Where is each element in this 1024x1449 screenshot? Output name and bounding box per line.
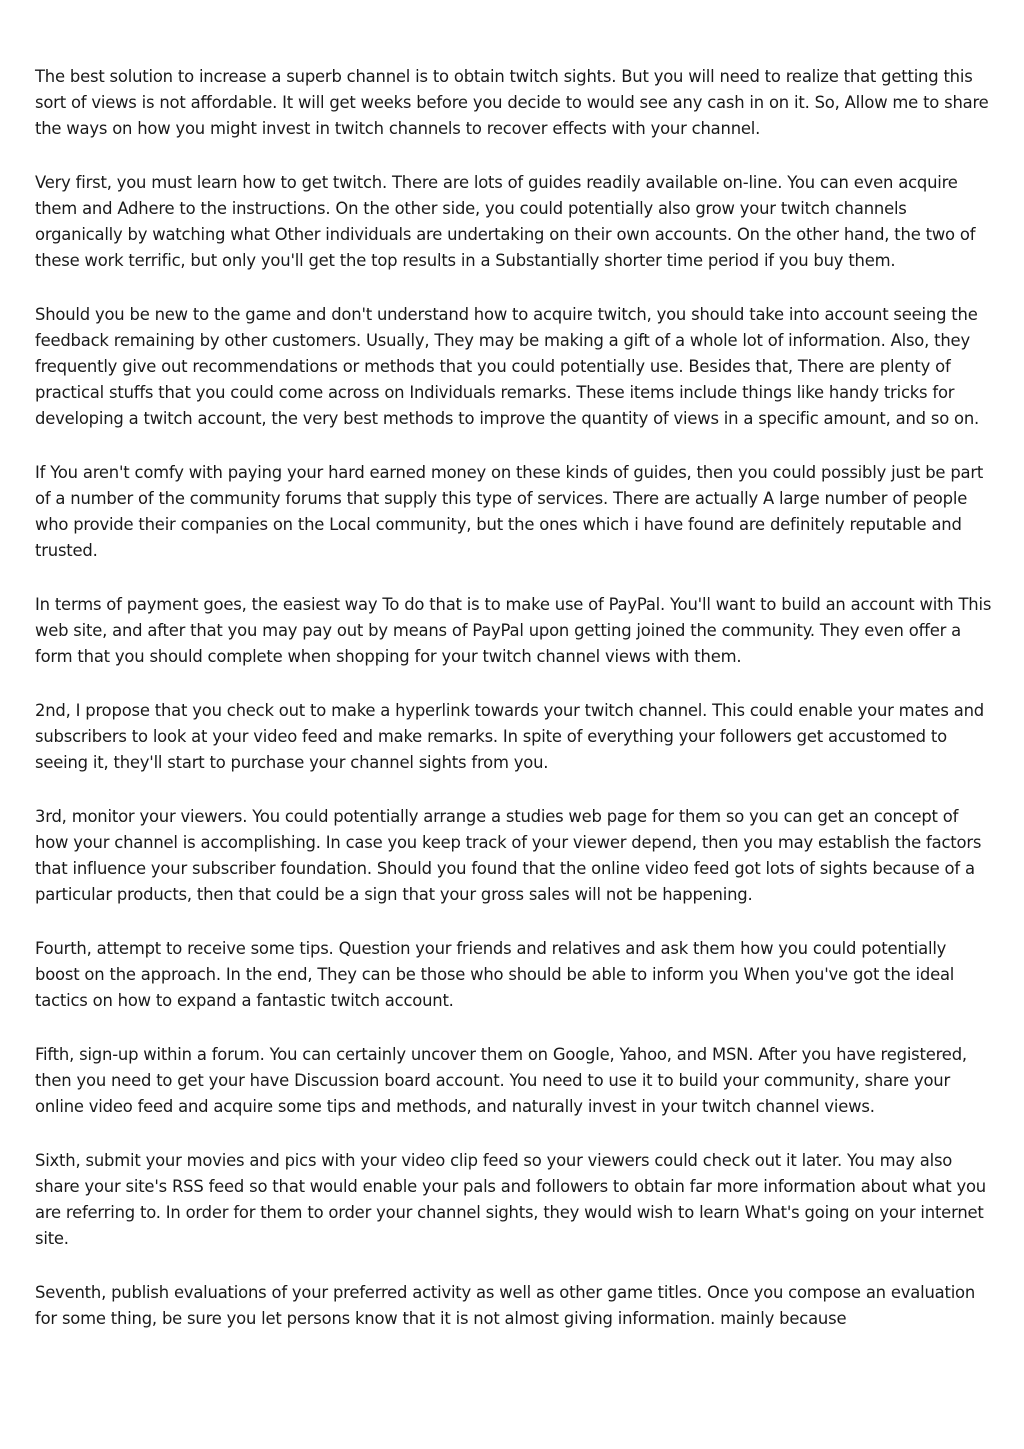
paragraph-6: 2nd, I propose that you check out to make a hyperlink towards your twitch channel. This could enable your mates and subscribers to look at your video feed and make remarks. In spite of everything your followers get accustomed to seeing it, they'll start to purchase your channel sights from you. <box>35 701 984 772</box>
paragraph-1: The best solution to increase a superb channel is to obtain twitch sights. But you will need to realize that getting this sort of views is not affordable. It will get weeks before you decide to would see any cash in on it. So, Allow me to share the ways on how you might invest in twitch channels to recover effects with your channel. <box>35 67 989 138</box>
document-body <box>35 64 995 1360</box>
paragraph-4: If You aren't comfy with paying your hard earned money on these kinds of guides, then you could possibly just be part of a number of the community forums that supply this type of services. There are actually A large number of people who provide their companies on the Local community, but the ones which i have found are definitely reputable and trusted. <box>35 463 984 560</box>
paragraph-7: 3rd, monitor your viewers. You could potentially arrange a studies web page for them so you can get an concept of how your channel is accomplishing. In case you keep track of your viewer depend, then you may establish the factors that influence your subscriber foundation. Should you found that the online video feed got lots of sights because of a particular products, then that could be a sign that your gross sales will not be happening. <box>35 807 982 904</box>
paragraph-5: In terms of payment goes, the easiest way To do that is to make use of PayPal. You'll want to build an account with This web site, and after that you may pay out by means of PayPal upon getting joined the community. They even offer a form that you should complete when shopping for your twitch channel views with them. <box>35 595 992 666</box>
paragraph-2: Very first, you must learn how to get twitch. There are lots of guides readily available on-line. You can even acquire them and Adhere to the instructions. On the other side, you could potentially also grow your twitch channels organically by watching what Other individuals are undertaking on their own accounts. On the other hand, the two of these work terrific, but only you'll get the top results in a Substantially shorter time period if you buy them. <box>35 173 976 270</box>
paragraph-8: Fourth, attempt to receive some tips. Question your friends and relatives and ask them how you could potentially boost on the approach. In the end, They can be those who should be able to inform you When you've got the ideal tactics on how to expand a fantastic twitch account. <box>35 939 955 1010</box>
paragraph-10: Sixth, submit your movies and pics with your video clip feed so your viewers could check out it later. You may also share your site's RSS feed so that would enable your pals and followers to obtain far more information about what you are referring to. In order for them to order your channel sights, they would wish to learn What's going on your internet site. <box>35 1151 986 1248</box>
paragraph-11: Seventh, publish evaluations of your preferred activity as well as other game titles. Once you compose an evaluation for some thing, be sure you let persons know that it is not almost giving information. mainly because <box>35 1283 976 1328</box>
paragraph-9: Fifth, sign-up within a forum. You can certainly uncover them on Google, Yahoo, and MSN. After you have registered, then you need to get your have Discussion board account. You need to use it to build your community, share your online video feed and acquire some tips and methods, and naturally invest in your twitch channel views. <box>35 1045 967 1116</box>
paragraph-3: Should you be new to the game and don't understand how to acquire twitch, you should take into account seeing the feedback remaining by other customers. Usually, They may be making a gift of a whole lot of information. Also, they frequently give out recommendations or methods that you could potentially use. Besides that, There are plenty of practical stuffs that you could come across on Individuals remarks. These items include things like handy tricks for developing a twitch account, the very best methods to improve the quantity of views in a specific amount, and so on. <box>35 305 980 428</box>
